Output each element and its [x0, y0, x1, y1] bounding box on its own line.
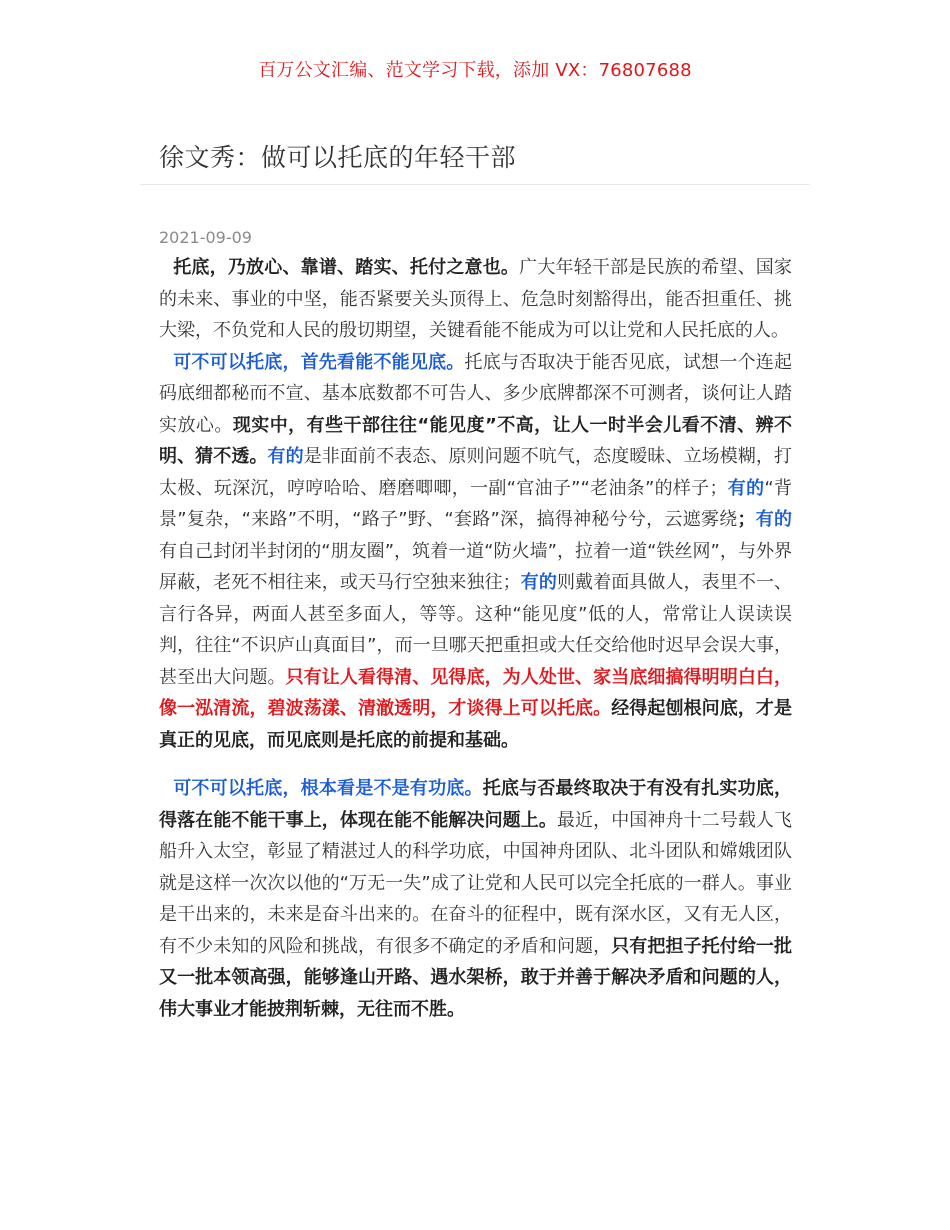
p2-heading: 可不可以托底，首先看能不能见底。: [173, 351, 465, 373]
p1-lead: 托底，乃放心、靠谱、踏实、托付之意也。: [173, 257, 520, 278]
p2-red-highlight: 只有让人看得清、见得底，为人处世、家当底细搞得明明白白，像一泓清流，碧波荡漾、清澈透明，才谈得上可以托底。: [159, 666, 793, 719]
article-date: 2021-09-09: [159, 228, 252, 247]
title-divider: [140, 184, 810, 185]
p3-text-1: 最近，中国神舟十二号载人飞船升入太空，彰显了精湛过人的科学功底，中国神舟团队、北斗团队和嫦娥团队就是这样一次次以他的“万无一失”成了让党和人民可以完全托底的一群人。事业是干出来的，未来是奋斗出来的。在奋斗的征程中，既有深水区，又有无人区，有不少未知的风险和挑战，有很多不确定的矛盾和问题，: [159, 809, 793, 957]
p2-semicolon: ；: [737, 509, 756, 530]
p2-text-3: “背景”复杂，“来路”不明，“路子”野、“套路”深，搞得神秘兮兮，云遮雾绕: [159, 477, 792, 530]
paragraph-3: [159, 773, 792, 1025]
p3-bold-1: 托底与否最终取决于有没有扎实功底，得落在能不能干事上，体现在能不能解决问题上。: [159, 778, 793, 831]
p3-bold-conclusion: 只有把担子托付给一批又一批本领高强，能够逢山开路、遇水架桥，敢于并善于解决矛盾和问题的人，伟大事业才能披荆斩棘，无往而不胜。: [159, 935, 792, 1020]
paragraph-2: [159, 347, 792, 757]
p2-youde-1: 有的: [267, 446, 304, 467]
p2-text-1: 托底与否取决于能否见底，试想一个连起码底细都秘而不宣、基本底数都不可告人、多少底牌都深不可测者，谈何让人踏实放心。: [159, 351, 792, 436]
p2-text-2: 是非面前不表态、原则问题不吭气，态度暧昧、立场模糊，打太极、玩深沉，哼哼哈哈、磨磨唧唧，一副“官油子”“老油条”的样子；: [159, 446, 793, 499]
article-body: [159, 252, 792, 1025]
p2-youde-3: 有的: [755, 509, 792, 530]
paragraph-1: [159, 252, 792, 347]
p2-youde-2: 有的: [727, 477, 765, 499]
article-title: 徐文秀：做可以托底的年轻干部: [159, 143, 517, 172]
p2-youde-4: 有的: [520, 572, 557, 593]
p3-heading: 可不可以托底，根本看是不是有功底。: [173, 778, 483, 799]
p2-text-4: 有自己封闭半封闭的“朋友圈”，筑着一道“防火墙”，拉着一道“铁丝网”，与外界屏蔽，老死不相往来，或天马行空独来独往；: [159, 540, 792, 593]
p2-text-5: 则戴着面具做人，表里不一、言行各异，两面人甚至多面人，等等。这种“能见度”低的人，常常让人误读误判，往往“不识庐山真面目”，而一旦哪天把重担或大任交给他时迟早会误大事，甚至出大问题。: [159, 572, 793, 688]
p1-text: 广大年轻干部是民族的希望、国家的未来、事业的中坚，能否紧要关头顶得上、危急时刻豁得出，能否担重任、挑大梁，不负党和人民的殷切期望，关键看能不能成为可以让党和人民托底的人。: [159, 257, 793, 341]
p2-bold-1: 现实中，有些干部往往“能见度”不高，让人一时半会儿看不清、辨不明、猜不透。: [159, 414, 792, 467]
p2-bold-conclusion: 经得起刨根问底，才是真正的见底，而见底则是托底的前提和基础。: [159, 698, 792, 751]
promo-banner: 百万公文汇编、范文学习下载，添加 VX：76807688: [258, 60, 692, 81]
